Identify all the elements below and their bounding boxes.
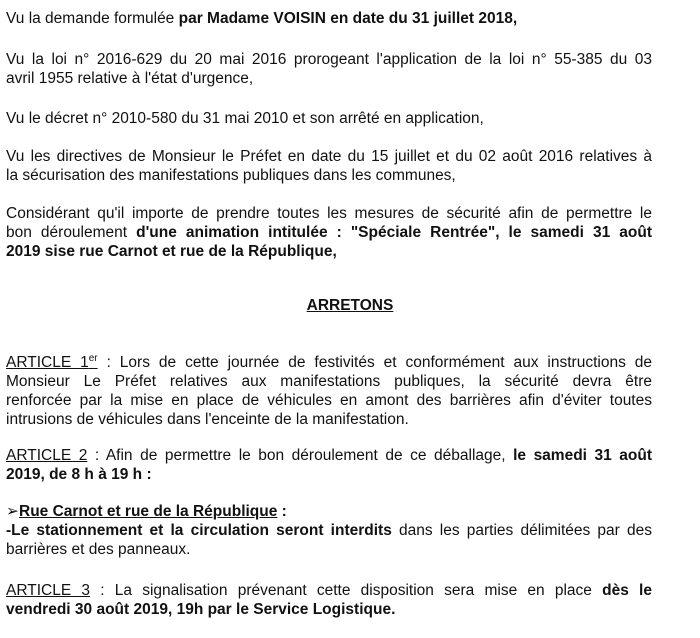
article-3 xyxy=(6,581,652,619)
decret-text: Vu le décret n° 2010-580 du 31 mai 2010 et son arrêté en application, xyxy=(6,110,484,127)
article-2 xyxy=(6,446,652,484)
article-3-line-1-bold: dès le xyxy=(602,582,652,599)
article-1-line-1-rest: : Lors de cette journée de festivités et conformément aux instructions de xyxy=(97,354,652,371)
section-rue-carnot xyxy=(6,502,652,559)
article-2-line-2: 2019, de 8 h à 19 h : xyxy=(6,466,152,483)
considerant-line-2-bold: d'une animation intitulée : "Spéciale Rentrée", le samedi 31 août xyxy=(136,224,653,241)
article-3-line-2: vendredi 30 août 2019, 19h par le Service Logistique. xyxy=(6,601,396,618)
section-title-suffix: : xyxy=(277,503,287,520)
considerant-line-3: 2019 sise rue Carnot et rue de la République, xyxy=(6,243,337,260)
article-1-line-4: intrusions de véhicules dans l'enceinte de la manifestation. xyxy=(6,411,409,428)
heading-arretons: ARRETONS xyxy=(306,297,394,314)
section-title-line xyxy=(6,502,652,521)
article-1-line-3: renforcée par la mise en place de véhicules en amont des barrières afin d'éviter toutes xyxy=(6,392,652,409)
demande-prefix: Vu la demande formulée xyxy=(6,10,179,27)
section-title: Rue Carnot et rue de la République xyxy=(19,503,278,520)
demande-bold: par Madame VOISIN en date du 31 juillet 2018, xyxy=(178,10,518,27)
article-1-line-1 xyxy=(6,353,652,372)
article-1 xyxy=(6,353,652,429)
paragraph-demande xyxy=(6,9,652,28)
section-line-2: barrières et des panneaux. xyxy=(6,541,191,558)
article-2-line-1 xyxy=(6,446,652,465)
considerant-line-2-normal: bon déroulement xyxy=(6,224,137,241)
article-3-label: ARTICLE 3 xyxy=(6,582,91,599)
considerant-line-1: Considérant qu'il importe de prendre toutes les mesures de sécurité afin de permettre le xyxy=(6,205,652,222)
article-3-line-1 xyxy=(6,581,652,600)
arrow-icon: ➢ xyxy=(6,503,19,520)
article-2-line-1-rest: : Afin de permettre le bon déroulement de ce déballage, xyxy=(87,447,514,464)
directives-line-1: Vu les directives de Monsieur le Préfet en date du 15 juillet et du 02 août 2016 relatives à xyxy=(6,148,652,165)
article-1-label: ARTICLE 1er xyxy=(6,352,98,371)
loi-line-1: Vu la loi n° 2016-629 du 20 mai 2016 prorogeant l'application de la loi n° 55-385 du 03 xyxy=(6,51,652,68)
paragraph-decret xyxy=(6,109,652,128)
article-2-label: ARTICLE 2 xyxy=(6,447,88,464)
section-line-1-bold: -Le stationnement et la circulation seront interdits xyxy=(6,522,392,539)
section-line-1-rest: dans les parties délimitées par des xyxy=(391,522,652,539)
paragraph-directives xyxy=(6,147,652,185)
considerant-line-2 xyxy=(6,223,652,242)
loi-line-2: avril 1955 relative à l'état d'urgence, xyxy=(6,70,254,87)
article-3-line-1-rest: : La signalisation prévenant cette disposition sera mise en place xyxy=(90,582,603,599)
article-1-line-2: Monsieur Le Préfet relatives aux manifestations publiques, la sécurité devra être xyxy=(6,373,652,390)
paragraph-considerant xyxy=(6,204,652,261)
section-line-1 xyxy=(6,521,652,540)
article-2-line-1-bold: le samedi 31 août xyxy=(513,447,652,464)
paragraph-loi xyxy=(6,50,652,88)
directives-line-2: la sécurisation des manifestations publiques dans les communes, xyxy=(6,167,456,184)
article-1-sup: er xyxy=(88,352,98,364)
